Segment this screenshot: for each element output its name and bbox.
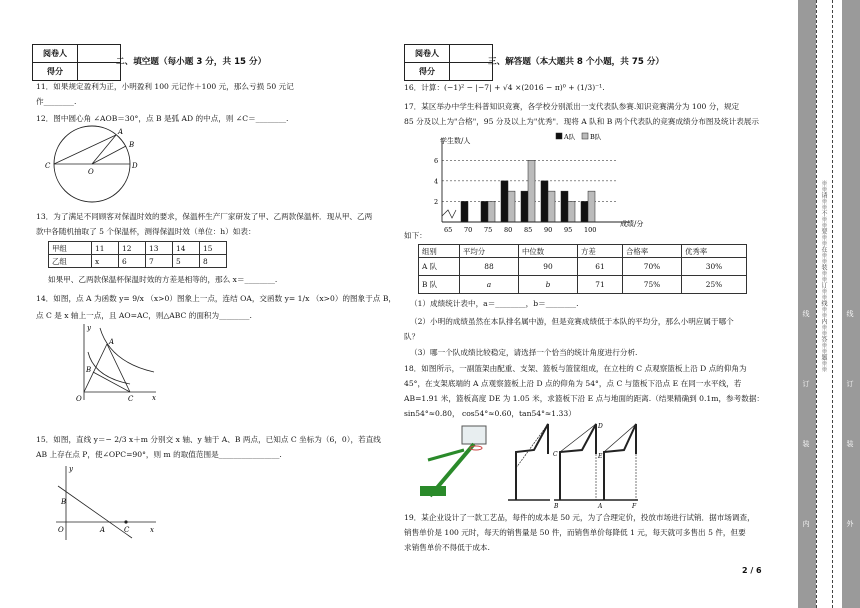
q12-text: 12．图中圆心角 ∠AOB＝30°，点 B 是弧 AD 的中点，则 ∠C＝________.	[36, 114, 289, 123]
bar-a	[461, 201, 468, 222]
fig-label: E	[598, 453, 603, 460]
table-cell: A 队	[419, 258, 460, 276]
diagram-1	[508, 424, 550, 500]
x-tick-label: 65	[444, 226, 453, 234]
bar-a	[481, 201, 488, 222]
gutter-warning: ※※请※※不※※要※※在※※装※※订※※线※※内※※答※※题※※	[820, 180, 827, 372]
x-tick-label: 80	[504, 226, 513, 234]
segment-ac	[107, 344, 130, 392]
table-cell: 5	[173, 255, 200, 268]
q17-sub2b: 队？	[404, 332, 420, 341]
gutter-label: 装	[846, 440, 854, 447]
label-a: A	[100, 526, 106, 534]
score-label: 得分	[33, 63, 78, 81]
table-cell: 61	[578, 258, 623, 276]
table-header-cell: 中位数	[519, 245, 578, 258]
table-header-cell: 组别	[419, 245, 460, 258]
q12-circle-figure	[36, 124, 146, 204]
legend-label: B队	[590, 133, 602, 141]
table-cell: 90	[519, 258, 578, 276]
bar-a	[561, 191, 568, 222]
q18-line3: AB=1.91 米，篮板高度 DE 为 1.05 米，求篮板下沿 E 点与地面的距离.（结果精确到 0.1m，参考数据：	[404, 394, 765, 403]
bar-a	[541, 181, 548, 222]
label-a: A	[118, 128, 124, 136]
y-tick-label: 4	[434, 177, 439, 186]
label-o: O	[76, 395, 82, 403]
q19-line3: 求销售单价不得低于成本.	[404, 543, 490, 552]
bar-a	[521, 191, 528, 222]
q18-basketball-figures	[420, 420, 640, 508]
q11-line2: 作________.	[36, 97, 77, 106]
table-cell: 88	[460, 258, 519, 276]
q15-line-figure	[50, 462, 160, 542]
q17-line1: 17．某区举办中学生科普知识竞赛，各学校分别派出一支代表队参赛.知识竞赛满分为 100 分，规定	[404, 102, 740, 111]
q13-line2: 款中各随机抽取了 5 个保温杯，测得保温时效（单位：h）如表：	[36, 227, 256, 236]
q14-line1: 14．如图，点 A 为函数 y= 9/x （x>0）图象上一点，连结 OA，交函数 y= 1/x （x>0）的图象于点 B，	[36, 294, 396, 303]
label-b: B	[61, 498, 67, 506]
section-title-fill-in: 二、填空题（每小题 3 分，共 15 分）	[116, 57, 267, 67]
label-d: D	[132, 162, 138, 170]
bar-b	[528, 160, 535, 222]
q17-sub2a: （2）小明的成绩虽然在本队排名属中游，但是竞赛成绩低于本队的平均分，那么小明应属于哪个	[410, 317, 734, 326]
axis-break	[442, 210, 456, 218]
chart-xlabel: 成绩/分	[620, 220, 644, 228]
bar-a	[501, 181, 508, 222]
table-cell: 11	[92, 242, 119, 255]
chart-ylabel: 学生数/人	[440, 137, 471, 145]
fig-label: F	[632, 503, 637, 508]
reviewer-label: 阅卷人	[33, 45, 78, 63]
table-cell: 12	[119, 242, 146, 255]
label-c: C	[45, 162, 51, 170]
table-cell: 30%	[682, 258, 747, 276]
q13-table	[48, 241, 227, 268]
y-tick-label: 6	[434, 156, 439, 165]
legend-swatch	[582, 133, 588, 139]
x-tick-label: 100	[584, 226, 597, 234]
q18-line1: 18．如图所示，一副篮架由配重、支架、篮板与篮筐组成，在立柱的 C 点观察篮板上沿 D 点的仰角为	[404, 364, 747, 373]
table-cell: 71	[578, 276, 623, 294]
gutter-label: 线	[802, 310, 810, 317]
point-c	[124, 520, 127, 523]
table-cell: 15	[200, 242, 227, 255]
label-a: A	[109, 338, 115, 346]
reviewer-label: 阅卷人	[405, 45, 450, 63]
label-o: O	[58, 526, 64, 534]
q17-line3: 如下：	[404, 231, 427, 240]
table-cell: 乙组	[49, 255, 92, 268]
x-tick-label: 70	[464, 226, 473, 234]
q18-line2: 45°，在支架底端的 A 点观察篮板上沿 D 点的仰角为 54°，点 C 与篮板下沿点 E 在同一水平线，若	[404, 379, 742, 388]
table-cell: 甲组	[49, 242, 92, 255]
q15-line2: AB 上存在点 P，使∠OPC=90°，则 m 的取值范围是________________.	[36, 450, 282, 459]
fig-label: D	[598, 423, 603, 430]
diagram-3	[584, 424, 638, 508]
fig-label: A	[598, 503, 603, 508]
table-cell: a	[460, 276, 519, 294]
label-x: x	[152, 394, 156, 402]
gutter-strip-outer	[798, 0, 816, 608]
score-label: 得分	[405, 63, 450, 81]
table-cell: 7	[146, 255, 173, 268]
chart-bars	[461, 160, 595, 222]
q18-line4: sin54°≈0.80， cos54°≈0.60，tan54°≈1.33）	[404, 409, 576, 418]
x-tick-label: 95	[564, 226, 573, 234]
table-row	[49, 242, 227, 255]
q19-line1: 19．某企业设计了一款工艺品，每件的成本是 50 元，为了合理定价，投放市场进行试销．据市场调查，	[404, 513, 755, 522]
bar-b	[588, 191, 595, 222]
q19-line2: 销售单价是 100 元时，每天的销售量是 50 件，而销售单价每降低 1 元，每天就可多售出 5 件，但要	[404, 528, 746, 537]
table-header-cell: 方差	[578, 245, 623, 258]
table-cell: 8	[200, 255, 227, 268]
table-cell: x	[92, 255, 119, 268]
table-cell: 13	[146, 242, 173, 255]
bar-b	[508, 191, 515, 222]
score-box-right	[404, 44, 493, 81]
x-tick-label: 90	[544, 226, 553, 234]
gutter-label: 订	[846, 380, 854, 387]
gutter-label: 内	[802, 520, 810, 527]
gutter-label: 装	[802, 440, 810, 447]
table-cell: b	[519, 276, 578, 294]
label-b: B	[129, 141, 135, 149]
curve-9-over-x	[100, 328, 154, 372]
score-box-left	[32, 44, 121, 81]
table-row	[419, 276, 747, 294]
bar-a	[581, 201, 588, 222]
binding-gutter	[798, 0, 860, 608]
q14-line2: 点 C 是 x 轴上一点，且 AO=AC，则△ABC 的面积为________.	[36, 311, 252, 320]
q17-stats-table	[418, 244, 747, 294]
line-ab	[58, 486, 132, 538]
q16-text: 16．计算：(−1)² − |−7| + √4 ×(2016 − π)⁰ + (1/3)⁻¹.	[404, 83, 605, 92]
bar-b	[488, 201, 495, 222]
radius-oa	[92, 135, 116, 164]
chart-axes	[442, 138, 630, 222]
q13-line3: 如果甲、乙两款保温杯保温时效的方差是相等的，那么 x＝________.	[48, 275, 278, 284]
label-o: O	[88, 168, 94, 176]
table-header-cell: 优秀率	[682, 245, 747, 258]
legend-swatch	[556, 133, 562, 139]
table-cell: 6	[119, 255, 146, 268]
table-cell: 75%	[623, 276, 682, 294]
label-b: B	[86, 366, 92, 374]
table-header-row	[419, 245, 747, 258]
x-tick-label: 85	[524, 226, 533, 234]
gutter-label: 外	[846, 520, 854, 527]
segment-bc	[93, 372, 130, 392]
table-cell: B 队	[419, 276, 460, 294]
chart-legend	[556, 132, 602, 141]
x-tick-label: 75	[484, 226, 493, 234]
table-cell: 70%	[623, 258, 682, 276]
bar-b	[568, 201, 575, 222]
q11-line1: 11．如果规定盈利为正，小明盈利 100 元记作＋100 元，那么亏损 50 元记	[36, 82, 294, 91]
label-c: C	[124, 526, 130, 534]
table-header-cell: 平均分	[460, 245, 519, 258]
fig-label: C	[553, 451, 558, 458]
basketball-stand-illustration	[420, 426, 486, 496]
q17-score-bar-chart	[420, 130, 660, 238]
fig-label: B	[554, 503, 559, 508]
radius-ob	[92, 146, 126, 164]
legend-label: A队	[564, 133, 576, 141]
label-y: y	[87, 324, 91, 332]
bar-b	[548, 191, 555, 222]
gutter-label: 线	[846, 310, 854, 317]
section-title-answer: 三、解答题（本大题共 8 个小题，共 75 分）	[488, 57, 665, 67]
q17-line2: 85 分及以上为"合格"，95 分及以上为"优秀"．现将 A 队和 B 两个代表队的竞赛成绩分布图及统计表展示	[404, 117, 759, 126]
q17-sub3: （3）哪一个队成绩比较稳定，请选择一个恰当的统计角度进行分析.	[410, 348, 638, 357]
table-row	[49, 255, 227, 268]
label-x: x	[150, 526, 154, 534]
y-tick-label: 2	[434, 197, 439, 206]
label-y: y	[69, 465, 73, 473]
diagram-2	[553, 423, 603, 508]
q14-hyperbola-figure	[70, 322, 160, 406]
q17-sub1: （1）成绩统计表中，a＝________，b＝________.	[410, 299, 579, 308]
gutter-label: 订	[802, 380, 810, 387]
page-number: 2 / 6	[742, 566, 762, 575]
q15-line1: 15．如图，直线 y＝− 2/3 x＋m 分别交 x 轴、y 轴于 A、B 两点，已知点 C 坐标为（6，0），若直线	[36, 435, 381, 444]
label-c: C	[128, 395, 134, 403]
table-row	[419, 258, 747, 276]
table-header-cell: 合格率	[623, 245, 682, 258]
table-cell: 25%	[682, 276, 747, 294]
q13-line1: 13．为了满足不同顾客对保温时效的要求，保温杯生产厂家研发了甲、乙两款保温杯．现从甲、乙两	[36, 212, 373, 221]
gutter-strip-inner	[842, 0, 860, 608]
table-cell: 14	[173, 242, 200, 255]
